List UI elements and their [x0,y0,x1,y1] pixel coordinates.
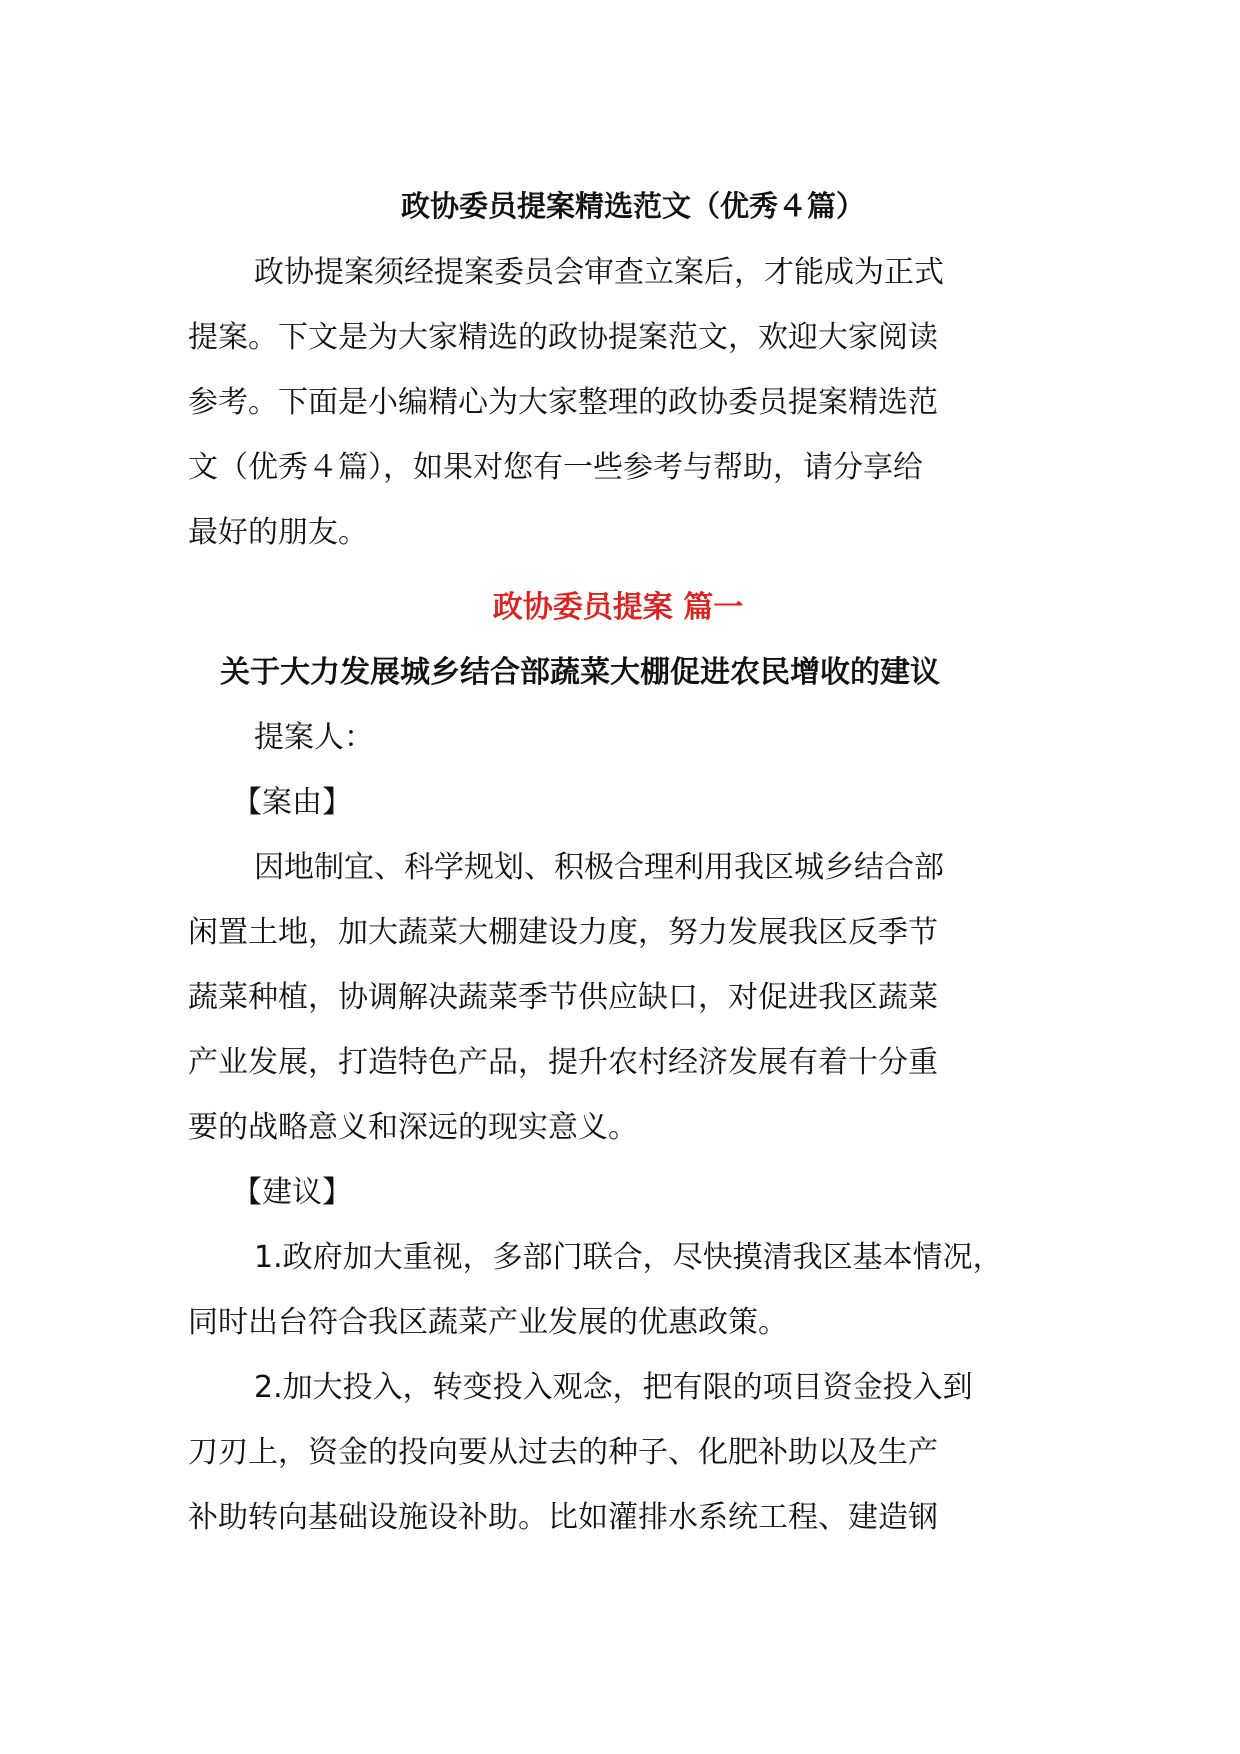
intro-line: 最好的朋友。 [188,515,368,550]
intro-line: 文（优秀４篇），如果对您有一些参考与帮助，请分享给 [188,450,923,485]
document-page [188,180,1088,1550]
suggestion-label [188,1160,1028,1225]
reason-line: 要的战略意义和深远的现实意义。 [188,1110,638,1145]
proposal-title: 关于大力发展城乡结合部蔬菜大棚促进农民增收的建议 [220,655,940,690]
reason-label-text: 【案由】 [232,785,352,820]
intro-paragraph [188,240,1028,565]
suggestion-2-paragraph [188,1355,1028,1550]
reason-label [188,770,1028,835]
document-title: 政协委员提案精选范文（优秀４篇） [400,189,865,223]
reason-line: 闲置土地，加大蔬菜大棚建设力度，努力发展我区反季节 [188,915,938,950]
suggestion-2-line: 刀刃上，资金的投向要从过去的种子、化肥补助以及生产 [188,1435,938,1470]
suggestion-2-line: 2.加大投入，转变投入观念，把有限的项目资金投入到 [254,1370,973,1405]
suggestion-1-paragraph [188,1225,1028,1355]
suggestion-1-line: 1.政府加大重视，多部门联合，尽快摸清我区基本情况， [254,1240,1003,1275]
suggestion-1-line: 同时出台符合我区蔬菜产业发展的优惠政策。 [188,1305,788,1340]
suggestion-2-line: 补助转向基础设施设补助。比如灌排水系统工程、建造钢 [188,1500,938,1535]
reason-line: 产业发展，打造特色产品，提升农村经济发展有着十分重 [188,1045,938,1080]
intro-line: 提案。下文是为大家精选的政协提案范文，欢迎大家阅读 [188,320,938,355]
reason-paragraph [188,835,1028,1160]
intro-line: 政协提案须经提案委员会审查立案后，才能成为正式 [254,255,944,290]
reason-line: 因地制宜、科学规划、积极合理利用我区城乡结合部 [254,850,944,885]
proposer-label-text: 提案人： [254,720,374,755]
reason-line: 蔬菜种植，协调解决蔬菜季节供应缺口，对促进我区蔬菜 [188,980,938,1015]
intro-line: 参考。下面是小编精心为大家整理的政协委员提案精选范 [188,385,938,420]
proposer-label [188,705,1028,770]
suggestion-label-text: 【建议】 [232,1175,352,1210]
section-heading: 政协委员提案 篇一 [492,590,744,625]
